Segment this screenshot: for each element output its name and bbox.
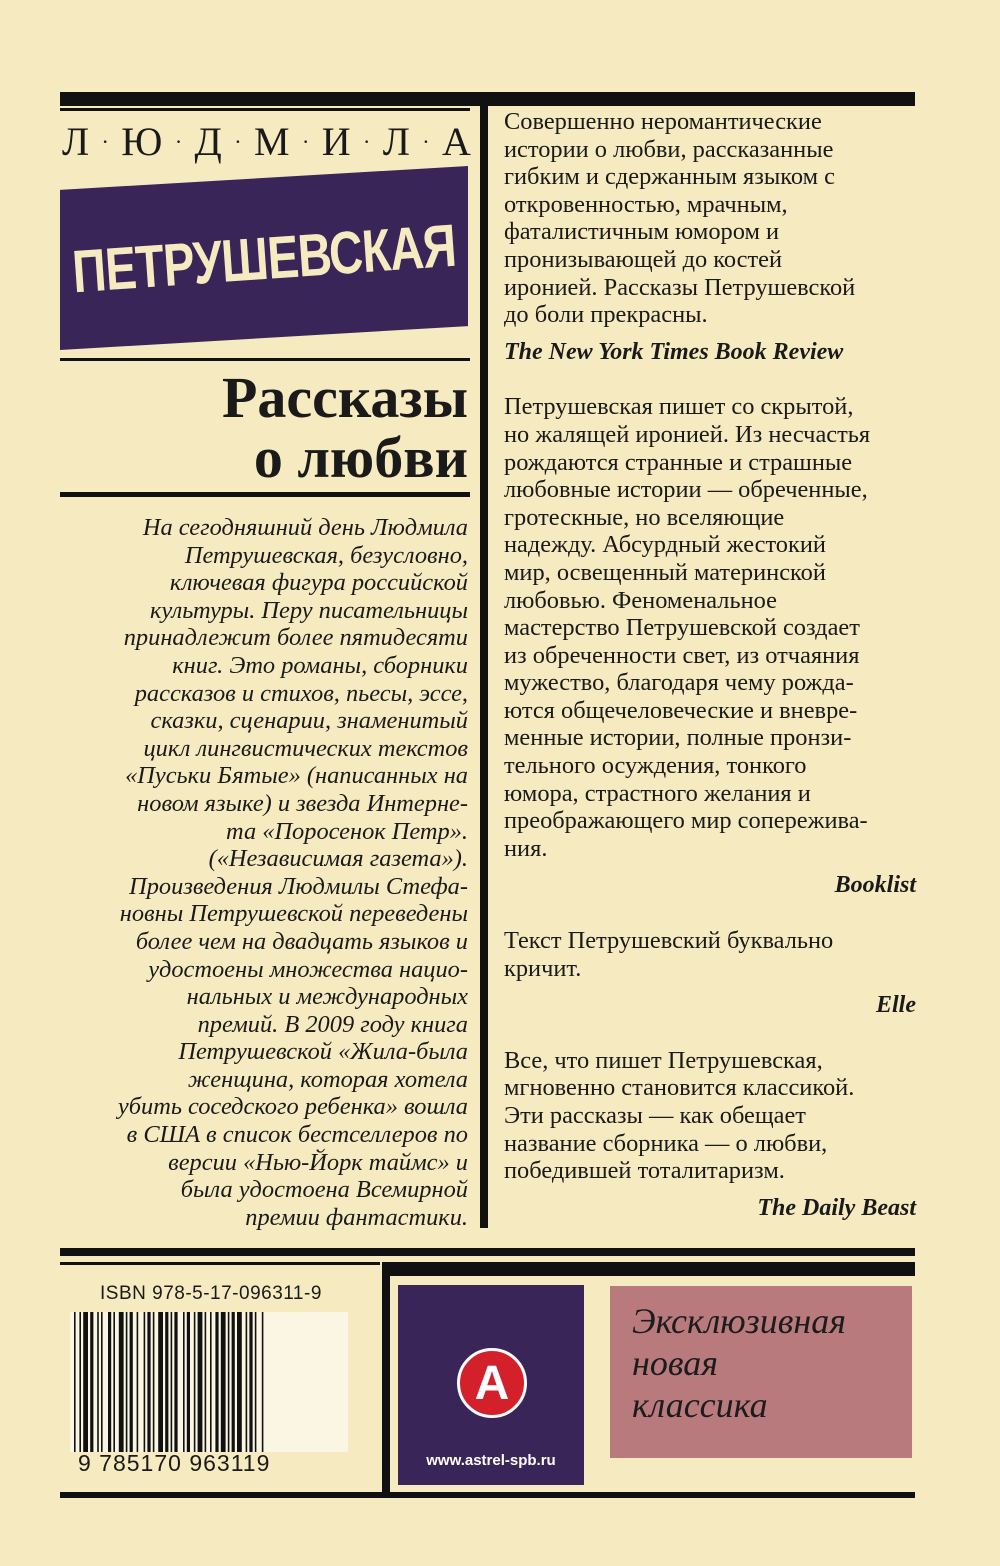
blurb-line: та «Поросенок Петр». (226, 817, 468, 845)
review-line: Текст Петрушевский буквально (504, 927, 834, 955)
blurb-line: более чем на двадцать языков и (135, 927, 468, 955)
review-line: мужество, благодаря чему рожда- (504, 669, 854, 697)
barcode-bar (194, 1312, 196, 1452)
review-line: надежду. Абсурдный жестокий (504, 531, 826, 559)
blurb-line: премий. В 2009 году книга (197, 1010, 468, 1038)
review-gap (504, 1020, 916, 1047)
author-letter-separator: · (422, 128, 431, 154)
review-line: Эти рассказы — как обещает (504, 1102, 806, 1129)
author-surname: ПЕТРУШЕВСКАЯ (70, 211, 458, 305)
review-line: откровенностью, мрачным, (504, 190, 788, 218)
author-letter: Д (194, 119, 223, 164)
blurb-line: рассказов и стихов, пьесы, эссе, (134, 679, 468, 707)
review-line: любовные истории — обреченные, (504, 476, 868, 504)
blurb-line: версии «Нью-Йорк таймс» и (168, 1148, 468, 1176)
barcode-bar (83, 1312, 88, 1452)
barcode-bar (158, 1312, 163, 1452)
barcode-bar (101, 1312, 103, 1452)
author-letter: Л (382, 119, 411, 164)
review-line: иронией. Рассказы Петрушевской (504, 273, 856, 301)
footer-rule (60, 1492, 915, 1498)
review-line: ния. (504, 834, 548, 862)
blurb-line: убить соседского ребенка» вошла (117, 1093, 468, 1121)
blurb-line: Произведения Людмилы Стефа- (129, 872, 468, 900)
barcode-bar (255, 1312, 257, 1452)
reviews-column (504, 108, 916, 1222)
review-line: истории о любви, рассказанные (504, 135, 834, 163)
blurb-line: удостоены множества нацио- (148, 955, 468, 983)
blurb-line: новом языке) и звезда Интерне- (137, 789, 468, 817)
barcode-bar (113, 1312, 115, 1452)
blurb-line: премии фантастики. (245, 1203, 468, 1231)
review-line: пронизывающей до костей (504, 245, 783, 273)
author-letter-separator: · (174, 128, 184, 154)
center-vertical-rule (480, 92, 488, 1228)
review-line: тельного осуждения, тонкого (504, 752, 807, 780)
barcode-digits: 9 785170 963119 (78, 1450, 271, 1476)
barcode-bar (237, 1312, 242, 1452)
blurb-line: цикл лингвистических текстов (143, 734, 468, 762)
barcode-bar (119, 1312, 124, 1452)
blurb-line: в США в список бестселлеров по (126, 1121, 468, 1149)
barcode-bar (165, 1312, 168, 1452)
barcode-bar (210, 1312, 212, 1452)
review-line: преображающего мир сопережива- (504, 807, 868, 835)
review-line: но жалящей иронией. Из несчастья (504, 420, 871, 448)
author-letter: М (253, 119, 291, 164)
blurb-line: сказки, сценарии, знаменитый (150, 707, 468, 735)
barcode-bar (232, 1312, 235, 1452)
review-gap (504, 900, 916, 927)
review-line: мир, освещенный материнской (504, 558, 826, 586)
review-line: название сборника — о любви, (504, 1129, 828, 1157)
book-title-line2: о любви (253, 425, 468, 490)
barcode-bar (187, 1312, 190, 1452)
author-letter: Ю (121, 119, 164, 164)
author-letter-separator: · (301, 128, 311, 154)
series-line: классика (632, 1385, 768, 1425)
review-source: Booklist (834, 872, 916, 899)
blurb-line: была удостоена Всемирной (180, 1176, 468, 1204)
barcode-bar (97, 1312, 99, 1452)
blurb-line: («Независимая газета»). (208, 845, 468, 873)
author-letter: А (442, 119, 472, 164)
review-line: ются общечеловеческие и вневре- (504, 696, 858, 724)
barcode-bar (215, 1312, 218, 1452)
barcode (70, 1312, 348, 1452)
blurb-line: «Пуськи Бятые» (написанных на (125, 762, 468, 790)
review-line: мастерство Петрушевской создает (504, 614, 860, 642)
series-line: Эксклюзивная (632, 1301, 846, 1341)
blurb-line: нальных и международных (186, 983, 468, 1011)
review-source: Elle (876, 992, 916, 1019)
review-source: The New York Times Book Review (504, 338, 844, 365)
author-letter: Л (62, 119, 91, 164)
book-title (60, 365, 468, 490)
blurb-line: Петрушевской «Жила-была (178, 1038, 468, 1066)
author-top-rule (60, 108, 470, 111)
barcode-bar (90, 1312, 93, 1452)
barcode-bar (79, 1312, 81, 1452)
review-source: The Daily Beast (757, 1194, 916, 1221)
barcode-bar (228, 1312, 230, 1452)
review-line: Петрушевская пишет со скрытой, (504, 393, 854, 421)
barcode-bar (246, 1312, 248, 1452)
blurb-line: новны Петрушевской переведены (119, 900, 468, 928)
author-letter-separator: · (363, 128, 372, 154)
barcode-bar (144, 1312, 146, 1452)
blurb-line: женщина, которая хотела (187, 1065, 468, 1093)
barcode-bar (205, 1312, 207, 1452)
blurb-line: книг. Это романы, сборники (172, 651, 468, 679)
author-blurb (60, 514, 468, 1231)
author-letter: И (321, 119, 352, 164)
publisher-url[interactable]: www.astrel-spb.ru (426, 1452, 556, 1469)
bottom-divider-thick (60, 1248, 915, 1256)
series-title (632, 1300, 912, 1426)
title-bottom-rule (60, 492, 470, 497)
barcode-bar (137, 1312, 139, 1452)
review-line: любовью. Феноменальное (504, 586, 777, 614)
barcode-bar (262, 1312, 264, 1452)
review-line: юмора, страстного желания и (504, 779, 811, 807)
review-line: до боли прекрасны. (504, 301, 708, 329)
review-line: Совершенно неромантические (504, 108, 822, 135)
review-line: Все, что пишет Петрушевская, (504, 1046, 823, 1074)
barcode-bar (130, 1312, 133, 1452)
review-line: менные истории, полные пронзи- (504, 724, 852, 752)
barcode-bar (183, 1312, 185, 1452)
blurb-line: принадлежит более пятидесяти (123, 624, 468, 652)
review-line: победившей тоталитаризм. (504, 1157, 785, 1185)
review-line: из обреченности свет, из отчаяния (504, 641, 860, 669)
review-gap (504, 366, 916, 393)
publisher-top-rule (382, 1262, 915, 1276)
barcode-bar (153, 1312, 155, 1452)
isbn-label: ISBN 978-5-17-096311-9 (100, 1283, 322, 1304)
blurb-line: ключевая фигура российской (169, 569, 468, 597)
barcode-bar (74, 1312, 76, 1452)
review-line: фаталистичным юмором и (504, 218, 780, 246)
barcode-bar (221, 1312, 226, 1452)
blurb-line: Петрушевская, безусловно, (184, 541, 468, 569)
blurb-line: На сегодняшний день Людмила (142, 514, 468, 541)
review-line: кричит. (504, 954, 582, 982)
bottom-divider-thin (60, 1262, 380, 1265)
barcode-bar (147, 1312, 150, 1452)
review-line: рождаются странные и страшные (504, 448, 853, 476)
book-title-line1: Рассказы (221, 365, 468, 430)
author-letter-separator: · (234, 128, 243, 154)
blurb-line: культуры. Перу писательницы (149, 596, 468, 624)
publisher-logo-icon: А (457, 1348, 527, 1418)
author-letter-separator: · (101, 128, 110, 154)
barcode-bar (108, 1312, 111, 1452)
barcode-bar (198, 1312, 203, 1452)
review-line: гротескные, но вселяющие (504, 503, 785, 531)
review-line: мгновенно становится классикой. (504, 1074, 855, 1102)
barcode-bar (126, 1312, 128, 1452)
barcode-bar (249, 1312, 252, 1452)
barcode-bar (174, 1312, 177, 1452)
publisher-left-rule (382, 1262, 390, 1494)
series-line: новая (632, 1343, 718, 1383)
barcode-bar (171, 1312, 173, 1452)
review-line: гибким и сдержанным языком с (504, 163, 835, 191)
